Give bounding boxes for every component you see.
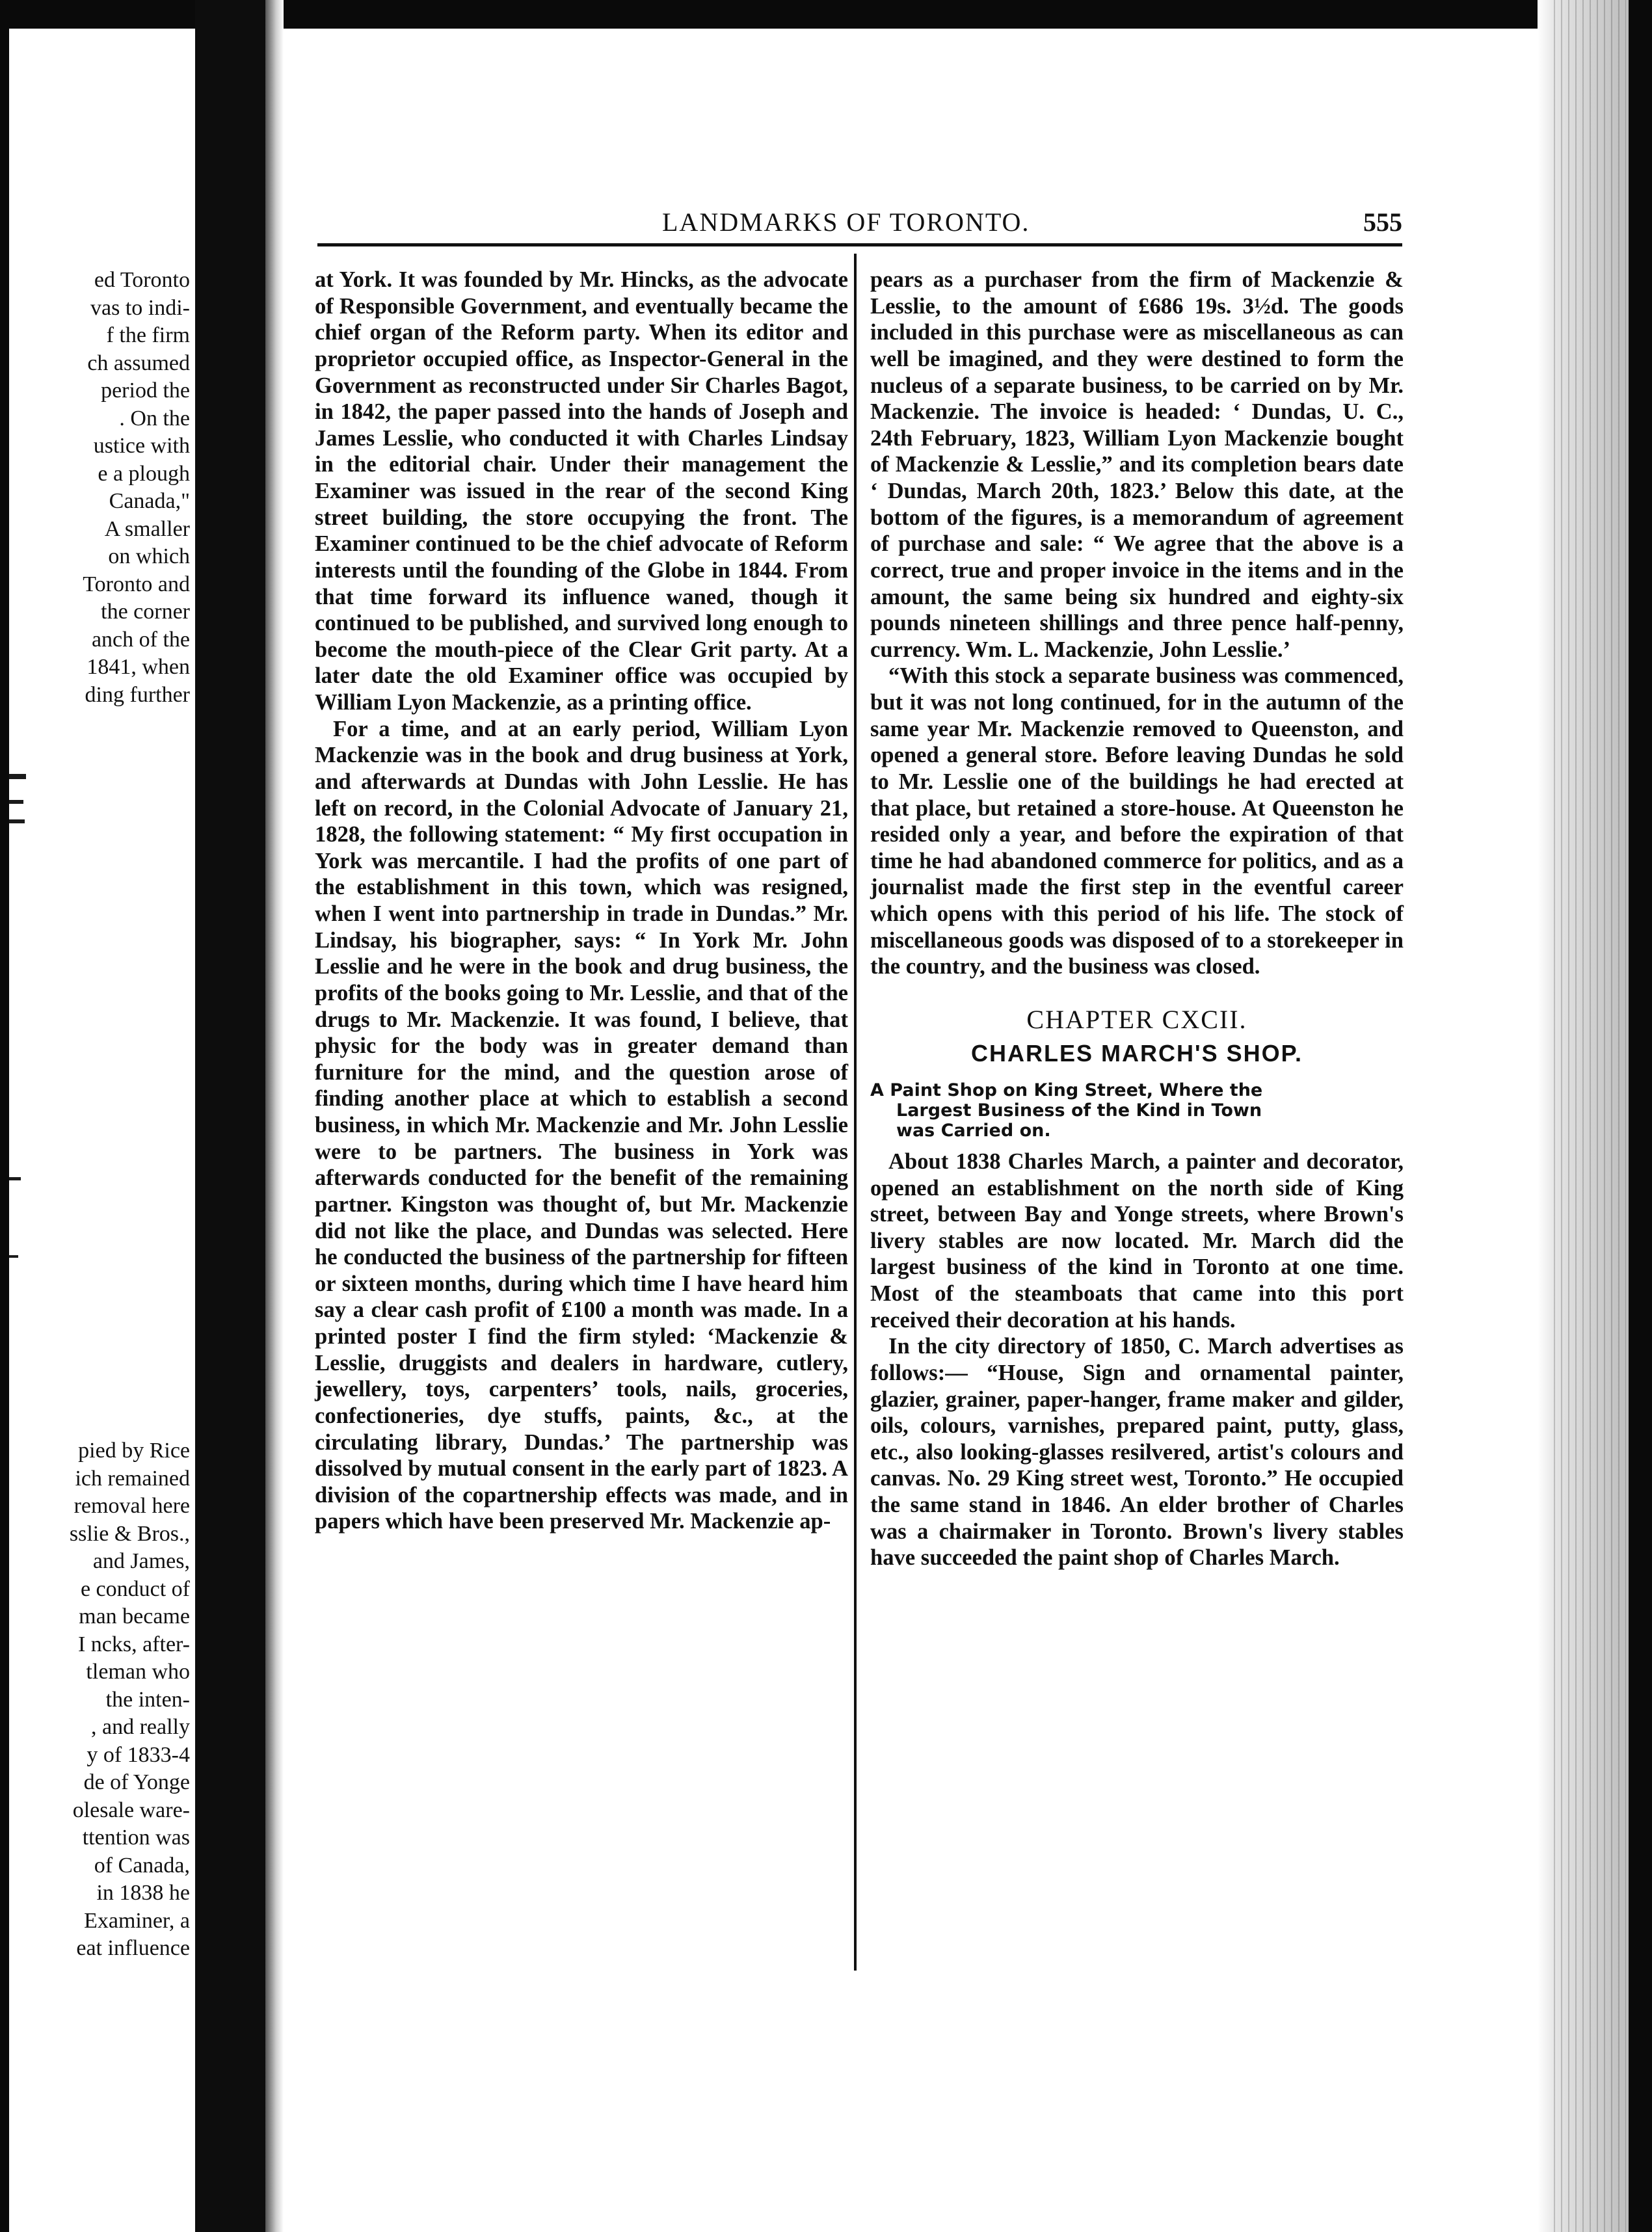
facing-page-line: tleman who [86, 1660, 190, 1684]
facing-page-line: removal here [73, 1494, 190, 1518]
running-title: LANDMARKS OF TORONTO. [662, 207, 1030, 237]
facing-page-line: ed Toronto [94, 268, 190, 292]
facing-page-fragment [9, 267, 195, 2192]
header-rule [317, 243, 1402, 246]
facing-page-line: A smaller [104, 516, 190, 541]
book-gutter [195, 0, 265, 2232]
rule-mark [9, 1255, 18, 1258]
facing-page-line: the corner [101, 600, 190, 624]
facing-page-line: vas to indi- [90, 295, 190, 320]
paragraph: About 1838 Charles March, a painter and decorator, opened an establishment on the north side of King street, between Bay and Yonge streets, where Brown's livery stables are now located. Mr. March did the largest business of the kind in Toronto at one time. Most of the steamboats that came into this port received their decoration at his hands. [870, 1149, 1404, 1333]
scan-border-left [0, 0, 9, 2232]
subheading-line: A Paint Shop on King Street, Where the [870, 1080, 1263, 1100]
facing-page-line: the inten- [105, 1687, 190, 1712]
rule-mark [9, 819, 25, 823]
rule-mark [9, 1177, 21, 1180]
facing-page-line: Canada," [109, 489, 190, 513]
facing-page-line: in 1838 he [96, 1881, 190, 1905]
facing-page-bottom-lines [9, 1437, 195, 1963]
facing-page-top-lines [9, 267, 195, 709]
facing-page-line: f the firm [106, 323, 190, 347]
column-rule [854, 254, 857, 1971]
facing-page-line: I ncks, after- [77, 1632, 190, 1656]
facing-page-line: e a plough [98, 461, 190, 486]
facing-page-line: Examiner, a [84, 1908, 190, 1933]
subheading-line: Largest Business of the Kind in Town [896, 1100, 1262, 1121]
facing-page-line: ch assumed [87, 351, 190, 375]
text-column-left [315, 267, 848, 1535]
facing-page-line: pied by Rice [78, 1439, 190, 1463]
facing-page-line: ich remained [75, 1466, 190, 1491]
facing-page-line: sslie & Bros., [69, 1521, 190, 1546]
facing-page-line: man became [79, 1604, 190, 1628]
facing-page-line: of Canada, [94, 1853, 190, 1878]
rule-mark [9, 774, 26, 779]
gutter-shadow [265, 0, 284, 2232]
rule-mark [9, 800, 23, 804]
facing-page-line: ding further [85, 682, 190, 707]
facing-page-line: and James, [92, 1549, 190, 1573]
chapter-number: CHAPTER CXCII. [1026, 1004, 1247, 1034]
facing-page-line: ustice with [93, 434, 190, 458]
facing-page-line: y of 1833-4 [87, 1742, 190, 1767]
chapter-title: CHARLES MARCH'S SHOP. [971, 1039, 1303, 1067]
facing-page-line: period the [101, 379, 190, 403]
paragraph: In the city directory of 1850, C. March advertises as follows:— “House, Sign and ornamental painter, glazier, grainer, paper-hanger, frame maker and gilder, oils, colours, varnishes, prepared paint, putty, glass, etc., also looking-glasses resilvered, artist's colours and canvas. No. 29 King street west, Toronto.” He occupied the same stand in 1846. An elder brother of Charles was a chairmaker in Toronto. Brown's livery stables have succeeded the paint shop of Charles March. [870, 1334, 1404, 1571]
chapter-subheading [870, 1080, 1404, 1141]
facing-page-line: Toronto and [83, 572, 190, 596]
page-number: 555 [1363, 207, 1402, 237]
facing-page-line: eat influence [76, 1936, 190, 1960]
facing-page-line: e conduct of [80, 1576, 190, 1601]
subheading-line: was Carried on. [896, 1120, 1051, 1141]
paragraph: “With this stock a separate business was commenced, but it was not long continued, for in the autumn of the same year Mr. Mackenzie removed to Queenston, and opened a general store. Before leaving Dundas he sold to Mr. Lesslie one of the buildings he had erected at that place, but retained a store-house. At Queenston he resided only a year, and before the expiration of that time he had abandoned commerce for politics, and as a journalist made the first step in the eventful career which opens with this period of his life. The stock of miscellaneous goods was disposed of to a storekeeper in the country, and the business was closed. [870, 663, 1404, 979]
facing-page-line: olesale ware- [72, 1798, 190, 1822]
facing-page-line: de of Yonge [83, 1770, 190, 1794]
paragraph: pears as a purchaser from the firm of Mackenzie & Lesslie, to the amount of £686 19s. 3½d. The goods included in this purchase were as miscellaneous as can well be imagined, and they were destined to form the nucleus of a separate business, to be carried on by Mr. Mackenzie. The invoice is headed: ‘ Dundas, U. C., 24th February, 1823, William Lyon Mackenzie bought of Mackenzie & Lesslie,” and its completion bears date ‘ Dundas, March 20th, 1823.’ Below this date, at the bottom of the figures, is a memorandum of agreement of purchase and sale: “ We agree that the above is a correct, true and proper invoice in the items and in the amount, the same being six hundred and eighty-six pounds nineteen shillings and three pence half-penny, currency. Wm. L. Mackenzie, John Lesslie.’ [870, 267, 1404, 662]
running-header [317, 204, 1402, 243]
scan-border-right [1629, 0, 1652, 2232]
paragraph: For a time, and at an early period, William Lyon Mackenzie was in the book and drug business at York, and afterwards at Dundas with John Lesslie. He has left on record, in the Colonial Advocate of January 21, 1828, the following statement: “ My first occupation in York was mercantile. I had the profits of one part of the establishment in this town, which was resigned, when I went into partnership in trade in Dundas.” Mr. Lindsay, his biographer, says: “ In York Mr. John Lesslie and he were in the book and drug business, the profits of the books going to Mr. Lesslie, and that of the drugs to Mr. Mackenzie. It was found, I believe, that physic for the body was in greater demand than furniture for the mind, and the question arose of finding another place at which to establish a second business, in which Mr. Mackenzie and Mr. John Lesslie were to be partners. The business in York was afterwards conducted for the benefit of the remaining partner. Kingston was thought of, but Mr. Mackenzie did not like the place, and Dundas was selected. Here he conducted the business of the partnership for fifteen or sixteen months, during which time I have heard him say a clear cash profit of £100 a month was made. In a printed poster I find the firm styled: ‘Mackenzie & Lesslie, druggists and dealers in hardware, cutlery, jewellery, toys, carpenters’ tools, nails, groceries, confectioneries, dye stuffs, paints, &c., at the circulating library, Dundas.’ The partnership was dissolved by mutual consent in the early part of 1823. A division of the copartnership effects was made, and in papers which have been preserved Mr. Mackenzie ap- [315, 716, 848, 1534]
facing-page-line: ttention was [82, 1826, 190, 1850]
facing-page-rule-area [9, 709, 195, 1437]
facing-page-line: anch of the [91, 627, 190, 652]
facing-page-line: 1841, when [87, 655, 190, 679]
facing-page-line: . On the [119, 406, 190, 431]
facing-page-line: , and really [91, 1715, 190, 1739]
page-edge-lines [1548, 0, 1626, 2232]
paragraph: at York. It was founded by Mr. Hincks, as the advocate of Responsible Government, and eventually became the chief organ of the Reform party. When its editor and proprietor occupied office, as Inspector-General in the Government as reconstructed under Sir Charles Bagot, in 1842, the paper passed into the hands of Joseph and James Lesslie, who conducted it with Charles Lindsay in the editorial chair. Under their management the Examiner was issued in the rear of the second King street building, the store occupying the front. The Examiner continued to be the chief advocate of Reform interests until the founding of the Globe in 1844. From that time forward its influence waned, though it continued to be published, and survived long enough to become the mouth-piece of the Clear Grit party. At a later date the old Examiner office was occupied by William Lyon Mackenzie, as a printing office. [315, 267, 848, 715]
text-column-right [870, 267, 1404, 1571]
facing-page-line: on which [108, 544, 190, 568]
